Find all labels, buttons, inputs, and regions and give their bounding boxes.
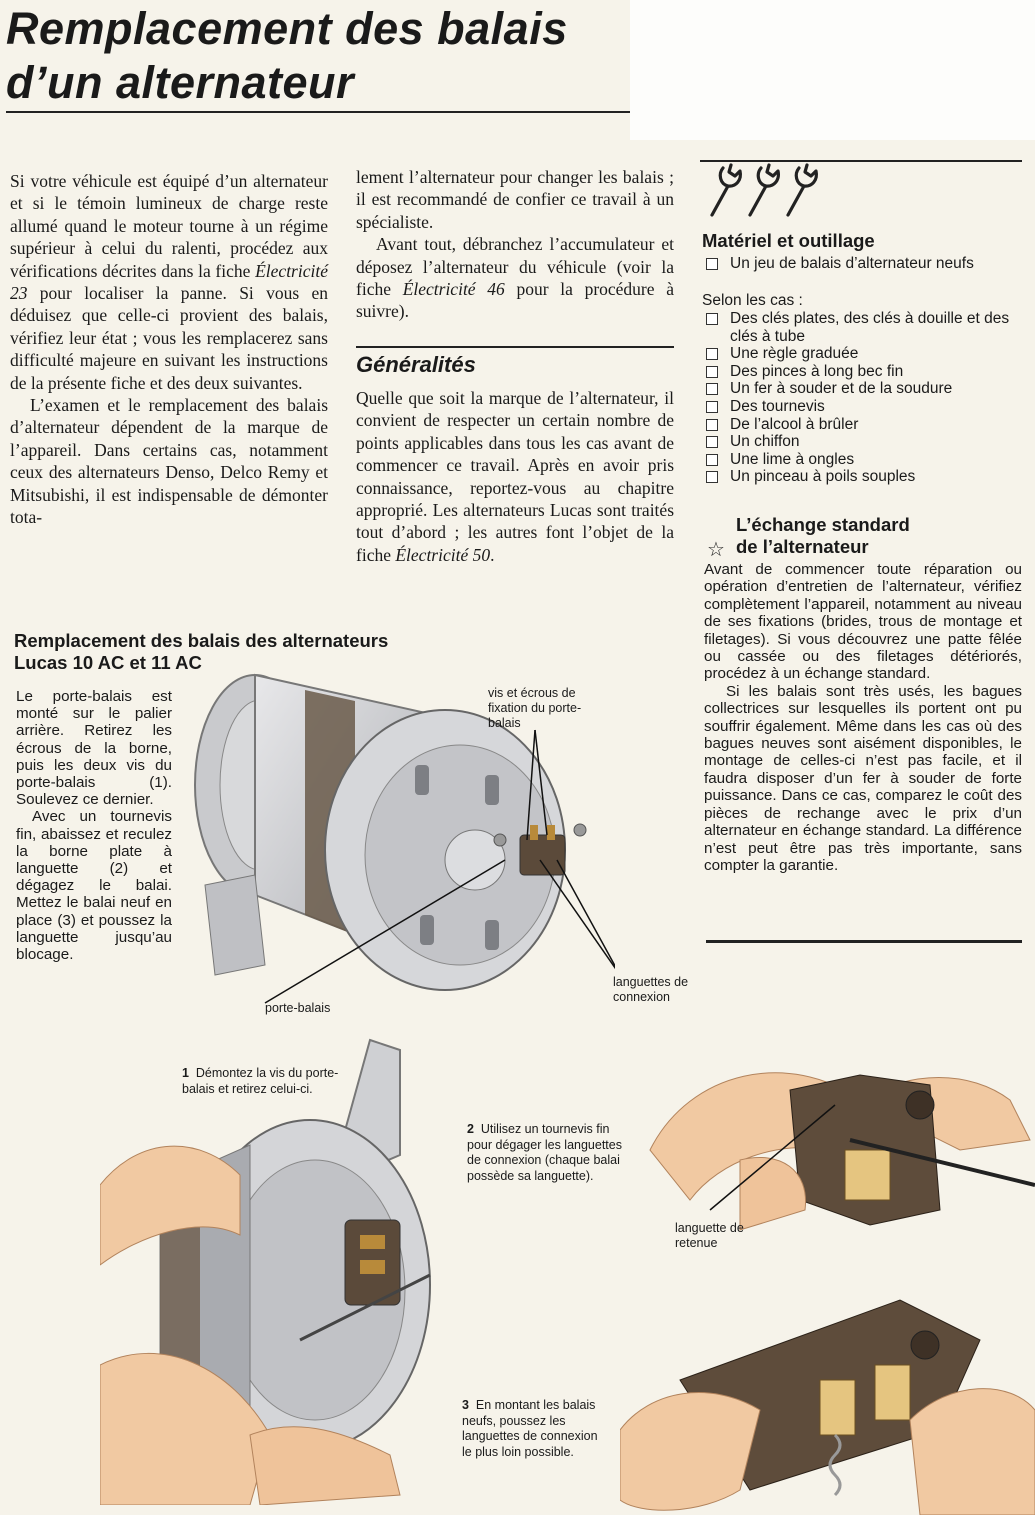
page-title [6, 2, 626, 110]
label-retenue: languette de retenue [675, 1221, 744, 1250]
reference-link: Électricité 23 [10, 260, 328, 304]
intro-paragraph-2: L’examen et le remplacement des balais d’alternateur dépendent de la marque de l’appareil. Dans certains cas, notamment ceux des alternateurs Denso, Delco Remy et Mitsubishi, il est indispensable de démonter tota- [10, 395, 328, 528]
checkbox-icon [706, 348, 718, 360]
checklist-item: Des clés plates, des clés à douille et des clés à tube [702, 310, 1024, 345]
hand-alternator-illustration [100, 1035, 480, 1505]
intro-column-2 [356, 166, 674, 323]
checkbox-icon [706, 401, 718, 413]
label-languettes: languettes de connexion [613, 975, 689, 1004]
lucas-text [16, 688, 172, 963]
reference-link: Électricité 46 [402, 279, 505, 300]
brush-holder-illustration-2 [620, 1260, 1035, 1515]
label-vis-fixation: vis et écrous de fixation du porte-balais [488, 686, 582, 730]
title-line-1: Remplacement des balais [6, 3, 568, 54]
wrench-icon [702, 160, 832, 220]
star-icon: ☆ [707, 539, 725, 561]
intro-paragraph-1: Si votre véhicule est équipé d’un alternateur et si le témoin lumineux de charge reste allumé quand le moteur tourne à un régime supérieur à celui du ralenti, procédez aux vérifications décrites dans la fiche Électricité 23 pour localiser la panne. Si vous en déduisez que celle-ci provient des balais, vérifiez leur état ; vous les remplacerez sans difficulté majeure en suivant les instructions de la présente fiche et des deux suivantes. [10, 171, 328, 393]
checkbox-icon [706, 383, 718, 395]
tools-list [702, 310, 1024, 486]
tools-selon-label: Selon les cas : [702, 292, 803, 309]
blank-panel [630, 0, 1035, 140]
tools-main-list [702, 255, 1022, 273]
checklist-item: Un pinceau à poils souples [702, 468, 1024, 486]
checkbox-icon [706, 471, 718, 483]
checklist-item: Une lime à ongles [702, 451, 1024, 469]
intro-column-1 [10, 170, 328, 529]
checkbox-icon [706, 419, 718, 431]
generalites-heading: Généralités [356, 352, 476, 377]
checklist-item: Un fer à souder et de la soudure [702, 380, 1024, 398]
checkbox-icon [706, 258, 718, 270]
checkbox-icon [706, 436, 718, 448]
checklist-item: Un jeu de balais d’alternateur neufs [702, 255, 1022, 273]
lucas-paragraph-1: Le porte-balais est monté sur le palier arrière. Retirez les écrous de la borne, puis les deux vis du porte-balais (1). Soulevez ce dernier. [16, 688, 172, 809]
checklist-item: Une règle graduée [702, 345, 1024, 363]
echange-text [704, 561, 1022, 874]
checklist-item: De l’alcool à brûler [702, 416, 1024, 434]
intro-paragraph-3: lement l’alternateur pour changer les balais ; il est recommandé de confier ce travail à un spécialiste. [356, 167, 674, 232]
checkbox-icon [706, 313, 718, 325]
checklist-item: Un chiffon [702, 433, 1024, 451]
section-rule [356, 346, 674, 348]
echange-paragraph-2: Si les balais sont très usés, les bagues collectrices sur lesquelles ils portent ont pu souffrir également. Même dans les cas où des bagues neuves sont aisément disponibles, le montage de celles-ci n’est pas facile, et il faudra disposer d’un fer à souder de forte puissance. Dans ce cas, comparez le coût des pièces de rechange avec le prix d’un alternateur en échange standard. La différence n’est peut être pas très importante, sans compter la garantie. [704, 682, 1022, 874]
title-line-2: d’un alternateur [6, 57, 355, 108]
caption-1: 1 Démontez la vis du porte-balais et retirez celui-ci. [182, 1066, 339, 1096]
title-rule [6, 111, 630, 113]
intro-paragraph-4: Avant tout, débranchez l’accumulateur et déposez l’alternateur du véhicule (voir la fiche Électricité 46 pour la procédure à suivre). [356, 234, 674, 322]
checkbox-icon [706, 454, 718, 466]
reference-link: Électricité 50 [395, 544, 491, 565]
caption-2: 2 Utilisez un tournevis fin pour dégager les languettes de connexion (chaque balai possède sa languette). [467, 1122, 622, 1183]
tools-heading: Matériel et outillage [702, 230, 875, 251]
lucas-paragraph-2: Avec un tournevis fin, abaissez et reculez la borne plate à languette (2) et dégagez le balai. Mettez le balai neuf en place (3) et poussez la languette jusqu’au blocage. [16, 808, 172, 964]
caption-3: 3 En montant les balais neufs, poussez les languettes de connexion le plus loin possible. [462, 1398, 598, 1459]
section-rule [706, 940, 1022, 943]
generalites-text: Quelle que soit la marque de l’alternateur, il convient de respecter un certain nombre de points applicables dans tous les cas avant de commencer ce travail. Après en avoir pris connaissance, reportez-vous au chapitre approprié. Les alternateurs Lucas sont traités tout d’abord ; les autres font l’objet de la fiche Électricité 50. [356, 388, 674, 565]
checklist-item: Des pinces à long bec fin [702, 363, 1024, 381]
echange-paragraph-1: Avant de commencer toute réparation ou opération d’entretien de l’alternateur, vérifiez complètement l’appareil, notamment au niveau de ses fixations (brides, trous de montage et filetages). Si vous découvrez une patte fêlée ou cassée ou des filetages détériorés, procédez à un échange standard. [704, 561, 1022, 683]
checkbox-icon [706, 366, 718, 378]
checklist-item: Des tournevis [702, 398, 1024, 416]
lucas-heading: Remplacement des balais des alternateurs Lucas 10 AC et 11 AC [14, 630, 389, 673]
label-porte-balais: porte-balais [265, 1001, 331, 1015]
echange-heading: L’échange standard de l’alternateur [736, 514, 910, 557]
